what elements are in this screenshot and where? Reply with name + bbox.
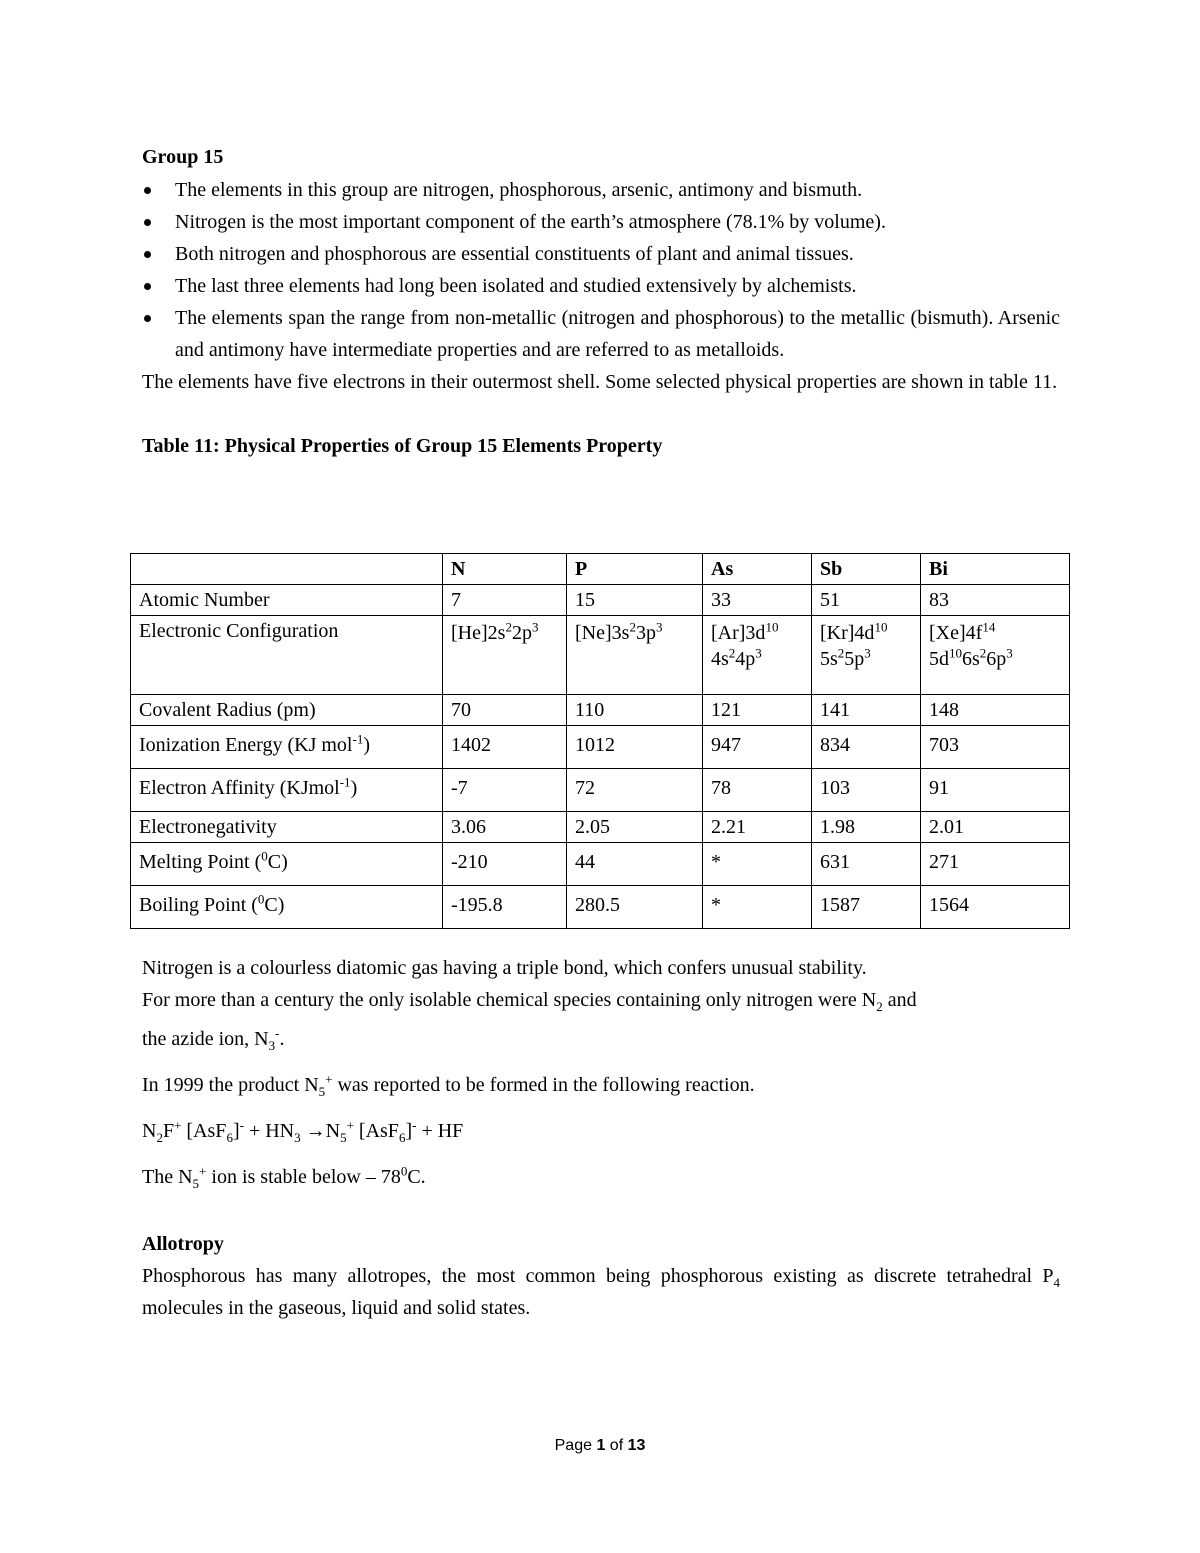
nitrogen-section: [142, 952, 1060, 1324]
table-cell: $[Ne]3s^23p^3$: [567, 616, 703, 695]
table-cell: $[Xe]4f^{14}$ $5d^{10}6s^26p^3$: [921, 616, 1070, 695]
list-item: The elements span the range from non-metallic (nitrogen and phosphorous) to the metallic (bismuth). Arsenic and antimony have intermediate properties and are referred to as metalloids.: [142, 302, 1060, 366]
row-label: Atomic Number: [131, 585, 443, 616]
bullet-list: [142, 174, 1060, 366]
page-footer: Page 1 of 13: [554, 1437, 646, 1454]
table-caption: Table 11: Physical Properties of Group 15 Elements Property: [142, 435, 663, 457]
table-header-cell: Bi: [921, 554, 1070, 585]
table-cell: 44: [567, 843, 703, 886]
table-cell: 33: [703, 585, 812, 616]
table-header-cell: As: [703, 554, 812, 585]
table-header-cell: P: [567, 554, 703, 585]
table-row: [131, 726, 1070, 769]
row-label: Boiling Point ($^0$C): [131, 886, 443, 929]
table-cell: 70: [443, 695, 567, 726]
table-cell: 15: [567, 585, 703, 616]
allotropy-title: Allotropy: [142, 1233, 224, 1255]
table-cell: 631: [812, 843, 921, 886]
table-header-row: [131, 554, 1070, 585]
nitrogen-paragraph: the azide ion, $N_3^-$.: [142, 1025, 285, 1053]
table-cell: 1564: [921, 886, 1070, 929]
allotropy-paragraph: Phosphorous has many allotropes, the most common being phosphorous existing as discrete tetrahedral $P_4$ molecules in the gaseous, liquid and solid states.: [142, 1265, 1060, 1319]
table-cell: 141: [812, 695, 921, 726]
reaction-equation: $N_2F^+$ $[AsF_6]^- + HN_3 \to N_5^+$ [AsF$_6$]- + HF: [142, 1117, 464, 1145]
table-cell: 2.21: [703, 812, 812, 843]
table-cell: -195.8: [443, 886, 567, 929]
table-cell: -7: [443, 769, 567, 812]
table-row: [131, 585, 1070, 616]
table-cell: 148: [921, 695, 1070, 726]
table-cell: 271: [921, 843, 1070, 886]
table-cell: 703: [921, 726, 1070, 769]
page-content: [142, 140, 1060, 462]
table-row: [131, 812, 1070, 843]
table-cell: $[Ar]3d^{10}$ $4s^24p^3$: [703, 616, 812, 695]
table-cell: 3.06: [443, 812, 567, 843]
table-cell: $[Kr]4d^{10}$ $5s^25p^3$: [812, 616, 921, 695]
table-cell: *: [703, 843, 812, 886]
table-row: [131, 886, 1070, 929]
table-cell: 1587: [812, 886, 921, 929]
table-cell: 1012: [567, 726, 703, 769]
row-label: Ionization Energy (KJ mol$^{-1}$): [131, 726, 443, 769]
table-cell: 110: [567, 695, 703, 726]
list-item: Both nitrogen and phosphorous are essential constituents of plant and animal tissues.: [142, 238, 1060, 270]
table-row: [131, 616, 1070, 695]
table-row: [131, 769, 1070, 812]
table-row: [131, 843, 1070, 886]
nitrogen-paragraph: Nitrogen is a colourless diatomic gas having a triple bond, which confers unusual stability.: [142, 957, 867, 979]
nitrogen-paragraph: In 1999 the product $N_5^+$ was reported to be formed in the following reaction.: [142, 1071, 755, 1099]
table-cell: 280.5: [567, 886, 703, 929]
section-title: Group 15: [142, 146, 224, 168]
table-cell: 51: [812, 585, 921, 616]
list-item: The last three elements had long been isolated and studied extensively by alchemists.: [142, 270, 1060, 302]
table-header-cell: Sb: [812, 554, 921, 585]
table-cell: 834: [812, 726, 921, 769]
table-cell: 72: [567, 769, 703, 812]
table-header-cell: [131, 554, 443, 585]
table-row: [131, 695, 1070, 726]
table-cell: 121: [703, 695, 812, 726]
row-label: Electronic Configuration: [131, 616, 443, 695]
list-item: The elements in this group are nitrogen, phosphorous, arsenic, antimony and bismuth.: [142, 174, 1060, 206]
row-label: Covalent Radius (pm): [131, 695, 443, 726]
nitrogen-paragraph: For more than a century the only isolable chemical species containing only nitrogen were $N_2$ and: [142, 989, 917, 1014]
table-cell: *: [703, 886, 812, 929]
table-cell: -210: [443, 843, 567, 886]
table-header-cell: N: [443, 554, 567, 585]
nitrogen-paragraph: The $N_5^+$ ion is stable below – $78^0C$.: [142, 1163, 426, 1191]
table-cell: 78: [703, 769, 812, 812]
table-cell: 1402: [443, 726, 567, 769]
table-cell: 1.98: [812, 812, 921, 843]
row-label: Melting Point ($^0$C): [131, 843, 443, 886]
list-item: Nitrogen is the most important component of the earth’s atmosphere (78.1% by volume).: [142, 206, 1060, 238]
table-cell: 83: [921, 585, 1070, 616]
row-label: Electron Affinity (KJmol$^{-1}$): [131, 769, 443, 812]
table-cell: 947: [703, 726, 812, 769]
properties-table: [130, 553, 1070, 929]
table-cell: $[He]2s^22p^3$: [443, 616, 567, 695]
table-cell: 2.05: [567, 812, 703, 843]
table-cell: 91: [921, 769, 1070, 812]
intro-paragraph: The elements have five electrons in their outermost shell. Some selected physical properties are shown in table 11.: [142, 371, 1058, 393]
table-cell: 2.01: [921, 812, 1070, 843]
table-cell: 103: [812, 769, 921, 812]
row-label: Electronegativity: [131, 812, 443, 843]
table-cell: 7: [443, 585, 567, 616]
